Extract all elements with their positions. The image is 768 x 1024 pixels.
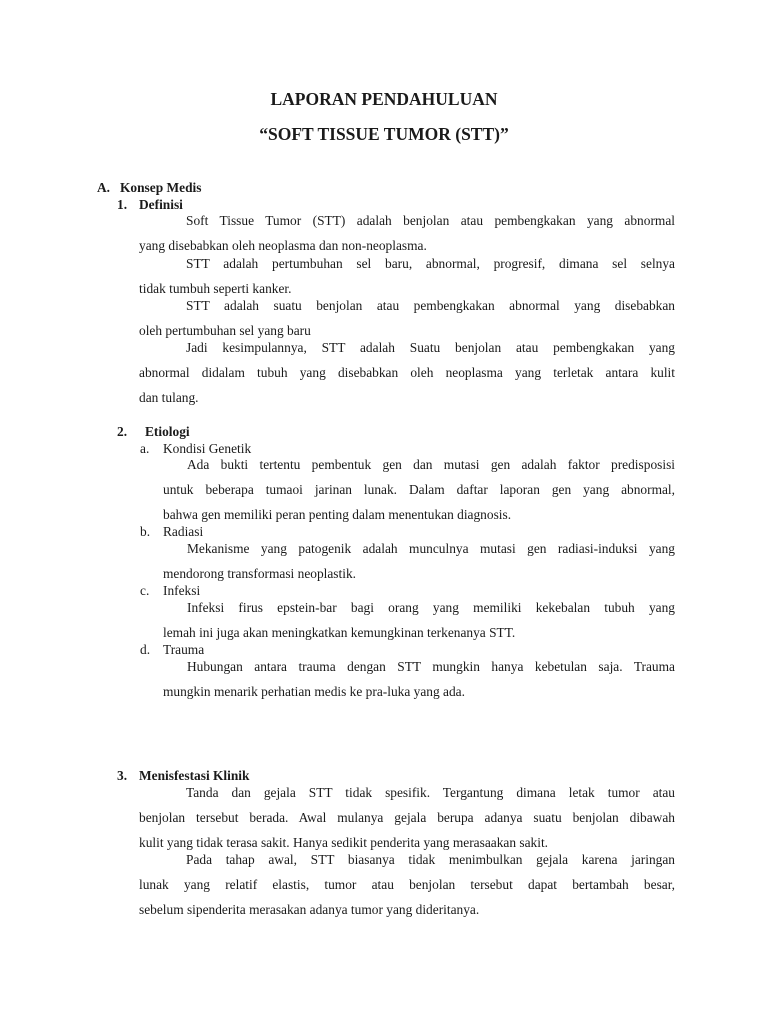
manifestasi-marker: 3. <box>117 768 128 783</box>
etiologi-item-c-label: Infeksi <box>163 583 201 598</box>
definisi-paragraph-1: Soft Tissue Tumor (STT) adalah benjolan atau pembengkakan yang abnormal yang disebabkan oleh neoplasma dan non-neoplasma. <box>139 213 675 253</box>
section-a-heading: Konsep Medis <box>120 180 202 195</box>
etiologi-item-b-label: Radiasi <box>163 524 204 539</box>
document-subtitle: “SOFT TISSUE TUMOR (STT)” <box>259 124 509 144</box>
definisi-paragraph-4: Jadi kesimpulannya, STT adalah Suatu benjolan atau pembengkakan yang abnormal didalam tubuh yang disebabkan oleh neoplasma yang terletak antara kulit dan tulang. <box>139 340 675 405</box>
document-title: LAPORAN PENDAHULUAN <box>270 89 498 109</box>
etiologi-item-b-text: Mekanisme yang patogenik adalah munculnya mutasi gen radiasi-induksi yang mendorong transformasi neoplastik. <box>163 541 675 581</box>
etiologi-item-c-text: Infeksi firus epstein-bar bagi orang yang memiliki kekebalan tubuh yang lemah ini juga akan meningkatkan kemungkinan terkenanya STT. <box>163 600 675 640</box>
etiologi-marker: 2. <box>117 424 128 439</box>
etiologi-item-d-label: Trauma <box>163 642 205 657</box>
etiologi-item-b-marker: b. <box>140 524 151 539</box>
section-a-marker: A. <box>97 180 111 195</box>
definisi-heading: Definisi <box>139 197 183 212</box>
definisi-paragraph-3: STT adalah suatu benjolan atau pembengkakan abnormal yang disebabkan oleh pertumbuhan sel yang baru <box>139 298 675 338</box>
etiologi-heading: Etiologi <box>145 424 190 439</box>
etiologi-item-d-text: Hubungan antara trauma dengan STT mungkin hanya kebetulan saja. Trauma mungkin menarik perhatian medis ke pra-luka yang ada. <box>163 659 675 699</box>
etiologi-item-a-label: Kondisi Genetik <box>163 441 252 456</box>
etiologi-item-c-marker: c. <box>140 583 150 598</box>
manifestasi-paragraph-1: Tanda dan gejala STT tidak spesifik. Tergantung dimana letak tumor atau benjolan tersebut berada. Awal mulanya gejala berupa adanya suatu benjolan dibawah kulit yang tidak terasa sakit. Hanya sedikit penderita yang merasaakan sakit. <box>139 785 675 850</box>
manifestasi-heading: Menisfestasi Klinik <box>139 768 250 783</box>
etiologi-item-d-marker: d. <box>140 642 151 657</box>
etiologi-item-a-marker: a. <box>140 441 150 456</box>
definisi-paragraph-2: STT adalah pertumbuhan sel baru, abnormal, progresif, dimana sel selnya tidak tumbuh seperti kanker. <box>139 256 675 296</box>
manifestasi-paragraph-2: Pada tahap awal, STT biasanya tidak menimbulkan gejala karena jaringan lunak yang relatif elastis, tumor atau benjolan tersebut dapat bertambah besar, sebelum sipenderita merasakan adanya tumor yang dideritanya. <box>139 852 675 917</box>
definisi-marker: 1. <box>117 197 128 212</box>
etiologi-item-a-text: Ada bukti tertentu pembentuk gen dan mutasi gen adalah faktor predisposisi untuk beberapa tumaoi jarinan lunak. Dalam daftar laporan gen yang abnormal, bahwa gen memiliki peran penting dalam menentukan diagnosis. <box>163 457 675 522</box>
